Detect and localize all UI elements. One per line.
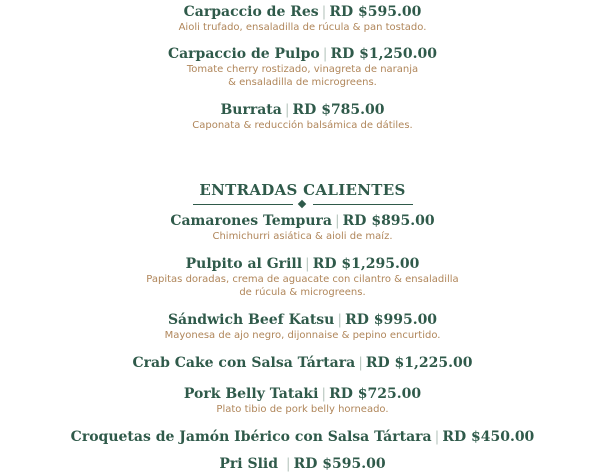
- dish-price: RD $595.00: [293, 456, 386, 472]
- dish-crab-cake: [0, 355, 605, 372]
- dish-title: [0, 213, 605, 230]
- price-separator: |: [305, 256, 310, 272]
- divider-line-right: [313, 204, 413, 205]
- dish-title: [0, 102, 605, 119]
- dish-pulpito-al-grill: [0, 256, 605, 299]
- dish-name: Pulpito al Grill: [185, 256, 303, 272]
- section-title: ENTRADAS CALIENTES: [199, 181, 406, 199]
- dish-price: RD $595.00: [329, 4, 422, 20]
- dish-name: Pri Slid: [219, 456, 283, 472]
- dish-sandwich-beef-katsu: [0, 312, 605, 342]
- dish-title: [0, 46, 605, 63]
- dish-description: Aioli trufado, ensaladilla de rúcula & pan tostado.: [178, 22, 427, 33]
- dish-carpaccio-de-res: [0, 4, 605, 34]
- dish-title: [0, 256, 605, 273]
- dish-name: Crab Cake con Salsa Tártara: [132, 355, 356, 371]
- dish-price: RD $1,225.00: [365, 355, 473, 371]
- dish-title: [0, 429, 605, 446]
- dish-price: RD $1,250.00: [330, 46, 438, 62]
- price-separator: |: [284, 102, 290, 118]
- dish-description: de rúcula & microgreens.: [239, 287, 366, 298]
- dish-title: [0, 312, 605, 329]
- price-separator: |: [321, 386, 327, 402]
- price-separator: |: [334, 213, 340, 229]
- dish-description: Tomate cherry rostizado, vinagreta de naranja: [186, 64, 419, 75]
- dish-price: RD $785.00: [292, 102, 385, 118]
- dish-price: RD $1,295.00: [312, 256, 420, 272]
- price-separator: |: [322, 46, 328, 62]
- dish-name: Camarones Tempura: [170, 213, 332, 229]
- dish-price: RD $725.00: [329, 386, 422, 402]
- dish-carpaccio-de-pulpo: [0, 46, 605, 89]
- dish-croquetas-jamon-iberico: [0, 429, 605, 446]
- diamond-icon: [297, 200, 305, 208]
- dish-price: RD $450.00: [442, 429, 535, 445]
- dish-burrata: [0, 102, 605, 132]
- dish-name: Pork Belly Tataki: [183, 386, 319, 402]
- section-header-entradas-calientes: [0, 181, 605, 210]
- dish-name: Croquetas de Jamón Ibérico con Salsa Tártara: [70, 429, 432, 445]
- price-separator: |: [337, 312, 343, 328]
- dish-name: Burrata: [220, 102, 282, 118]
- price-separator: |: [285, 456, 291, 472]
- price-separator: |: [321, 4, 327, 20]
- divider-line-left: [193, 204, 293, 205]
- price-separator: |: [434, 429, 440, 445]
- dish-camarones-tempura: [0, 213, 605, 243]
- dish-name: Carpaccio de Pulpo: [167, 46, 320, 62]
- dish-title: [0, 4, 605, 21]
- section-divider-ornament: [193, 200, 413, 210]
- dish-description: Chimichurri asiática & aioli de maíz.: [212, 231, 393, 242]
- dish-description: Plato tibio de pork belly horneado.: [216, 404, 389, 415]
- dish-price: RD $995.00: [345, 312, 438, 328]
- dish-description: Papitas doradas, crema de aguacate con cilantro & ensaladilla: [146, 274, 459, 285]
- price-separator: |: [358, 355, 363, 371]
- dish-title: [0, 386, 605, 403]
- dish-description: Caponata & reducción balsámica de dátiles.: [192, 120, 413, 131]
- dish-title: [0, 355, 605, 372]
- dish-description: & ensaladilla de microgreens.: [228, 77, 377, 88]
- dish-price: RD $895.00: [342, 213, 435, 229]
- dish-name: Carpaccio de Res: [183, 4, 319, 20]
- dish-name: Sándwich Beef Katsu: [167, 312, 335, 328]
- dish-pork-belly-tataki: [0, 386, 605, 416]
- dish-description: Mayonesa de ajo negro, dijonnaise & pepino encurtido.: [164, 330, 441, 341]
